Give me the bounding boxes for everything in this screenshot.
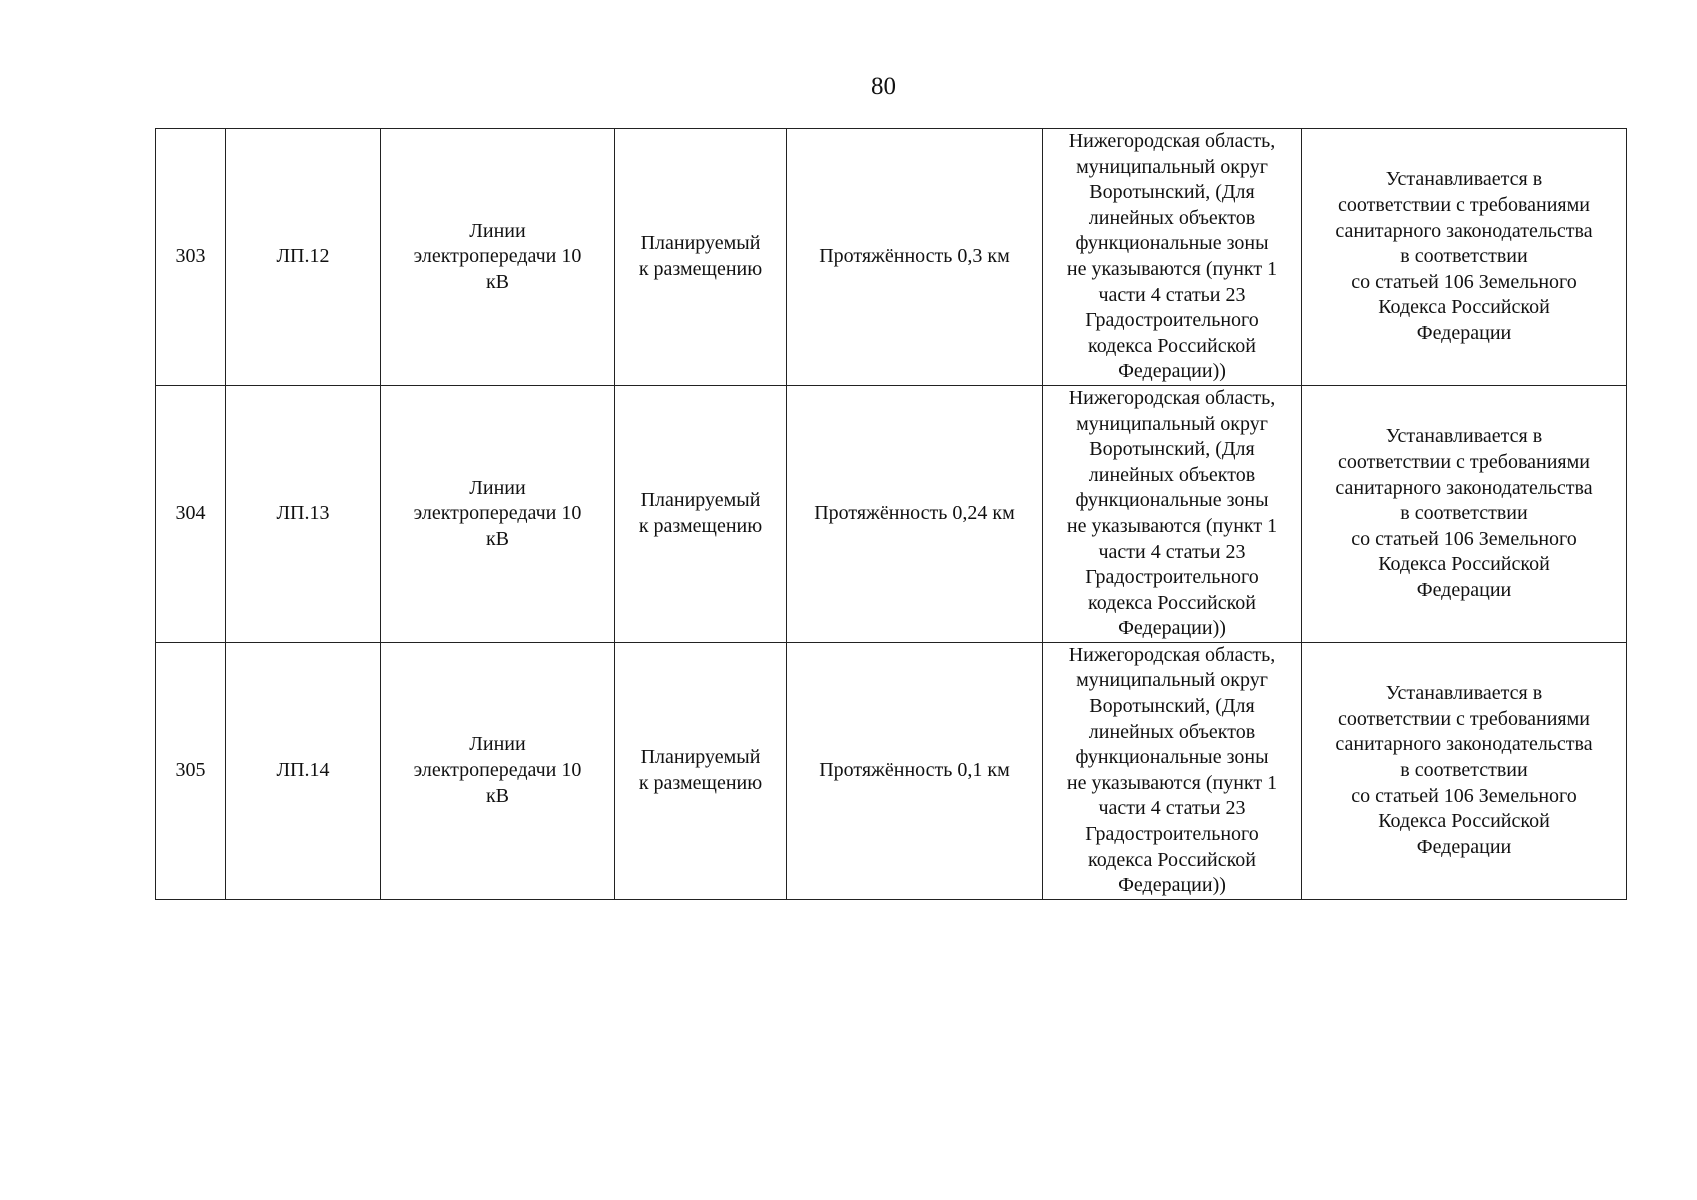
cell-status: Планируемый к размещению [615, 129, 787, 386]
cell-number: 303 [156, 129, 226, 386]
cell-zone: Устанавливается в соответствии с требованиями санитарного законодательства в соответствии со статьей 106 Земельного Кодекса Российской Федерации [1302, 385, 1627, 642]
cell-zone: Устанавливается в соответствии с требованиями санитарного законодательства в соответствии со статьей 106 Земельного Кодекса Российской Федерации [1302, 129, 1627, 386]
cell-length: Протяжённость 0,24 км [787, 385, 1043, 642]
objects-table [155, 128, 1627, 900]
cell-name: Линии электропередачи 10 кВ [381, 385, 615, 642]
cell-location: Нижегородская область, муниципальный округ Воротынский, (Для линейных объектов функциональные зоны не указываются (пункт 1 части 4 статьи 23 Градостроительного кодекса Российской Федерации)) [1043, 385, 1302, 642]
cell-status: Планируемый к размещению [615, 385, 787, 642]
cell-status: Планируемый к размещению [615, 642, 787, 899]
cell-code: ЛП.12 [226, 129, 381, 386]
table-row [156, 129, 1627, 386]
page-number: 80 [871, 73, 896, 100]
cell-location: Нижегородская область, муниципальный округ Воротынский, (Для линейных объектов функциональные зоны не указываются (пункт 1 части 4 статьи 23 Градостроительного кодекса Российской Федерации)) [1043, 642, 1302, 899]
cell-name: Линии электропередачи 10 кВ [381, 129, 615, 386]
cell-code: ЛП.14 [226, 642, 381, 899]
cell-number: 305 [156, 642, 226, 899]
cell-code: ЛП.13 [226, 385, 381, 642]
cell-zone: Устанавливается в соответствии с требованиями санитарного законодательства в соответствии со статьей 106 Земельного Кодекса Российской Федерации [1302, 642, 1627, 899]
cell-length: Протяжённость 0,1 км [787, 642, 1043, 899]
table-row [156, 642, 1627, 899]
cell-location: Нижегородская область, муниципальный округ Воротынский, (Для линейных объектов функциональные зоны не указываются (пункт 1 части 4 статьи 23 Градостроительного кодекса Российской Федерации)) [1043, 129, 1302, 386]
page-number-container [0, 72, 1697, 102]
cell-number: 304 [156, 385, 226, 642]
table-row [156, 385, 1627, 642]
cell-length: Протяжённость 0,3 км [787, 129, 1043, 386]
cell-name: Линии электропередачи 10 кВ [381, 642, 615, 899]
